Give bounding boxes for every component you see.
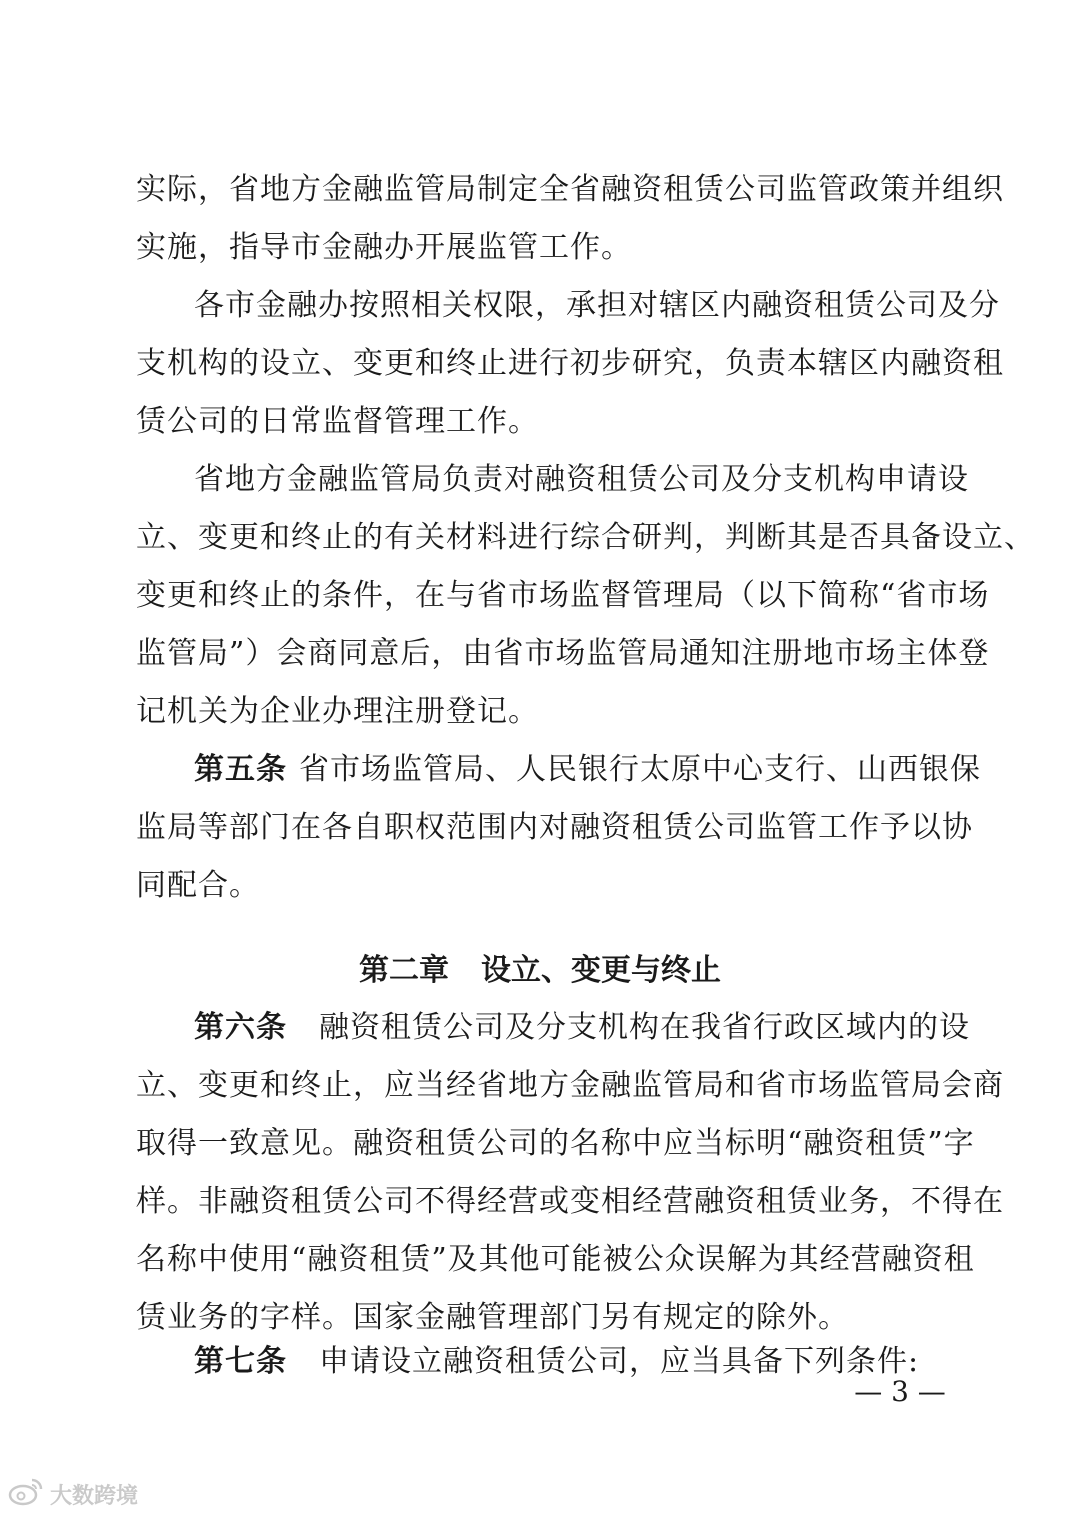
article-7-text: 申请设立融资租赁公司，应当具备下列条件: [319, 1344, 920, 1379]
paragraph-2-line-1: 各市金融办按照相关权限，承担对辖区内融资租赁公司及分 [194, 288, 1000, 323]
paragraph-3-line-3: 变更和终止的条件，在与省市场监督管理局（以下简称“省市场 [136, 578, 990, 613]
article-5-text: 省市场监管局、人民银行太原中心支行、山西银保 [299, 752, 981, 787]
article-6-line-6: 赁业务的字样。国家金融管理部门另有规定的除外。 [136, 1300, 849, 1335]
chapter-heading [0, 950, 1080, 992]
paragraph-3-line-2: 立、变更和终止的有关材料进行综合研判，判断其是否具备设立、 [136, 520, 1035, 555]
article-6-label: 第六条 [194, 1010, 287, 1045]
chapter-title: 设立、变更与终止 [481, 953, 721, 988]
article-6-line-4: 样。非融资租赁公司不得经营或变相经营融资租赁业务，不得在 [136, 1184, 1004, 1219]
chapter-number: 第二章 [359, 953, 449, 988]
paragraph-1-line-1: 实际，省地方金融监管局制定全省融资租赁公司监管政策并组织 [136, 172, 1004, 207]
paragraph-1-line-2: 实施，指导市金融办开展监管工作。 [136, 230, 632, 265]
paragraph-2-line-2: 支机构的设立、变更和终止进行初步研究，负责本辖区内融资租 [136, 346, 1004, 381]
article-7-label: 第七条 [194, 1344, 287, 1379]
page-number: — 3 — [854, 1375, 946, 1408]
watermark [8, 1474, 138, 1514]
paragraph-3-line-1: 省地方金融监管局负责对融资租赁公司及分支机构申请设 [194, 462, 969, 497]
weibo-logo-icon [8, 1476, 44, 1512]
article-5-line-3: 同配合。 [136, 868, 260, 903]
article-6-text: 融资租赁公司及分支机构在我省行政区域内的设 [319, 1010, 970, 1045]
article-6-line-1 [194, 1008, 970, 1048]
article-5-line-2: 监局等部门在各自职权范围内对融资租赁公司监管工作予以协 [136, 810, 973, 845]
watermark-text: 大数跨境 [50, 1483, 139, 1509]
paragraph-3-line-4: 监管局”）会商同意后，由省市场监管局通知注册地市场主体登 [136, 636, 990, 671]
article-5-label: 第五条 [194, 752, 287, 787]
article-7-line-1 [194, 1342, 946, 1382]
article-6-line-5: 名称中使用“融资租赁”及其他可能被公众误解为其经营融资租 [136, 1242, 975, 1277]
article-6-line-2: 立、变更和终止，应当经省地方金融监管局和省市场监管局会商 [136, 1068, 1004, 1103]
article-6-line-3: 取得一致意见。融资租赁公司的名称中应当标明“融资租赁”字 [136, 1126, 975, 1161]
article-5-line-1 [194, 750, 981, 790]
paragraph-2-line-3: 赁公司的日常监督管理工作。 [136, 404, 539, 439]
paragraph-3-line-5: 记机关为企业办理注册登记。 [136, 694, 539, 729]
